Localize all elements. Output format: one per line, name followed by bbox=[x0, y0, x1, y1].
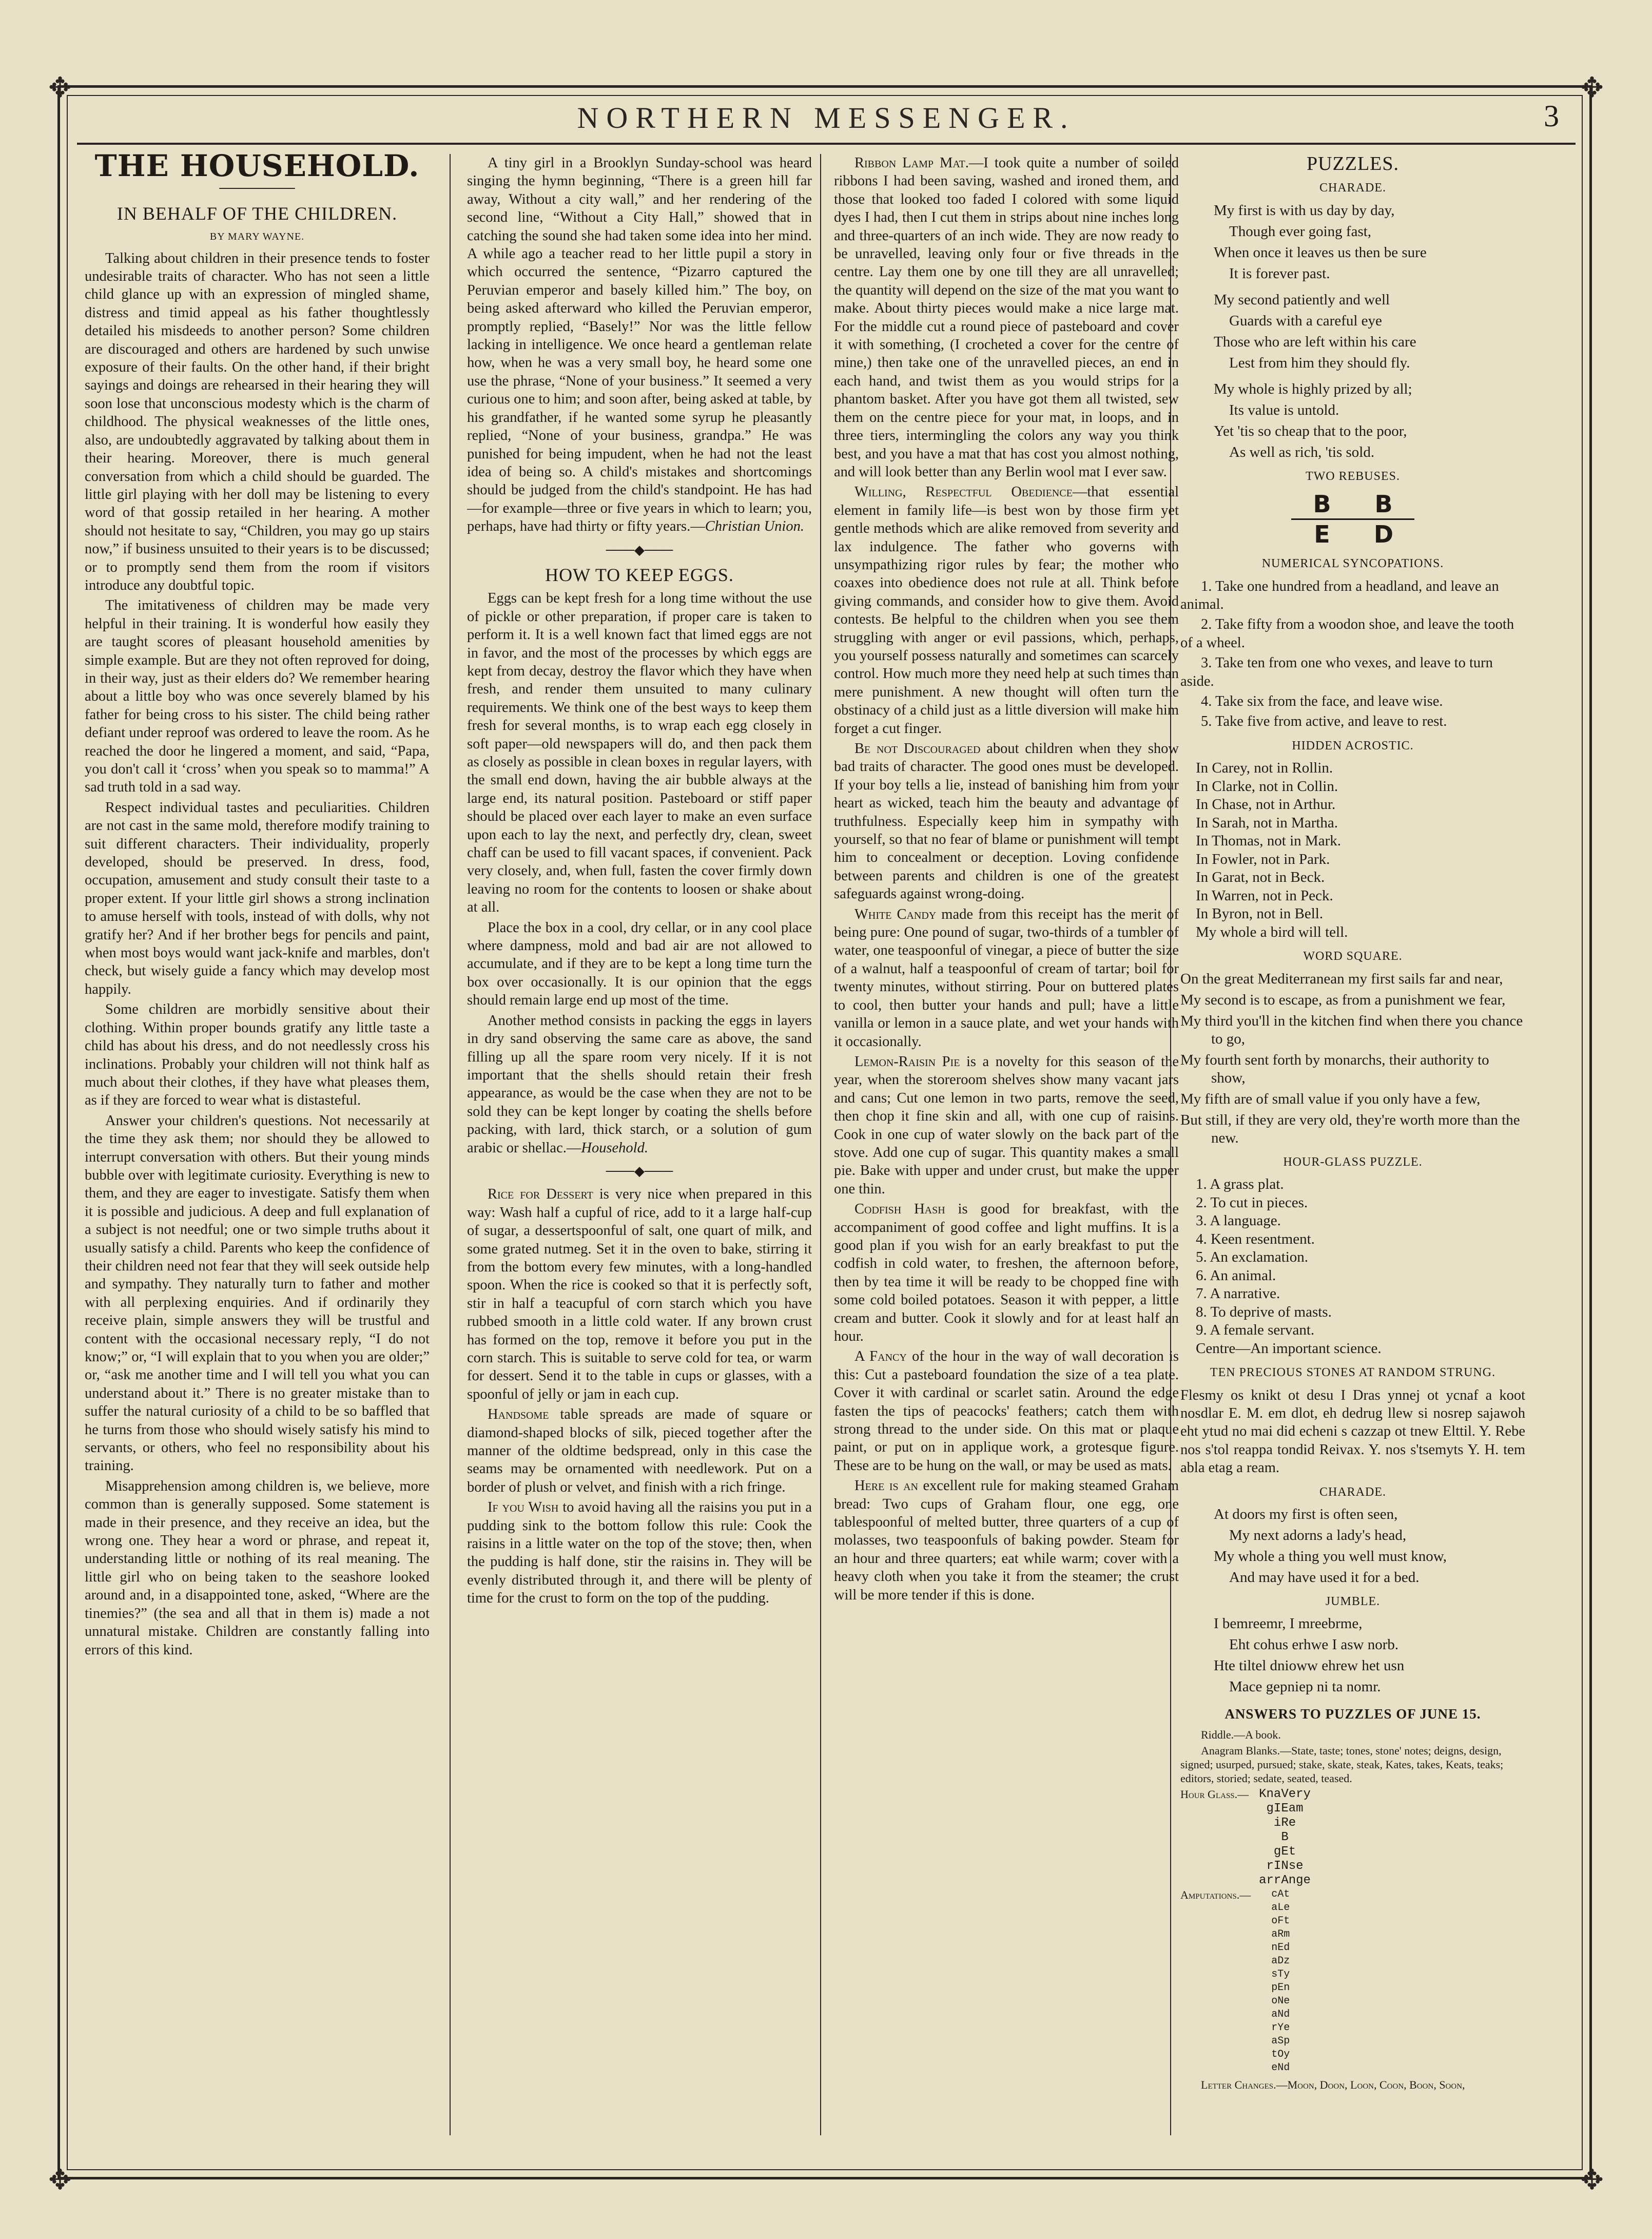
column-household bbox=[85, 154, 430, 2166]
corner-ornament-icon: ✥ bbox=[48, 72, 72, 103]
byline: BY MARY WAYNE. bbox=[209, 231, 305, 243]
column-puzzles bbox=[1180, 154, 1525, 2166]
rebus-letter: D bbox=[1373, 520, 1394, 549]
list-item: In Carey, not in Rollin. bbox=[1196, 760, 1333, 777]
recipe-lead: Be not Discouraged bbox=[854, 741, 981, 757]
answer-item: Anagram Blanks.—State, taste; tones, stone' notes; deigns, design, signed; usurped, pursued; stake, skate, steak, Kates, takes, Keats, teaks; editors, storied; sedate, seated, teased. bbox=[1180, 1744, 1504, 1785]
puzzle-item: 5. Take five from active, and leave to rest. bbox=[1201, 713, 1447, 730]
header-rule bbox=[77, 143, 1576, 145]
recipe-text: table spreads are made of square or diamond-shaped blocks of silk, pieced together after the manner of the oldtime bedspread, only in this case the seams may be ornamented with needlework. Put on a border of plush or velvet, and finish with a rich fringe. bbox=[467, 1406, 812, 1495]
paragraph: Answer your children's questions. Not necessarily at the time they ask them; nor should they be allowed to interrupt conversation with others. But their young minds bubble over with legitimate curiosity. Everything is new to them, and they are eager to investigate. Satisfy them when it is possible and judicious. A deep and full explanation of a subject is not needful; one or two simple truths about it usually satisfy a child. Parents who keep the confidence of their children need not fear that they will seek outside help and sympathy. They naturally turn to father and mother with all perplexing enquiries. And if ordinarily they receive plain, simple answers they will be trustful and content with the occasional necessary reply, “I do not know;” or, “I will explain that to you when you are older;” or, “ask me another time and I will tell you what you can understand about it.” There is no greater mistake than to suffer the natural curiosity of a child to be so baffled that he turns from those who should wisely satisfy his mind to servants, or others, who feel no responsibility about his training. bbox=[85, 1112, 430, 1474]
puzzle-title: TEN PRECIOUS STONES AT RANDOM STRUNG. bbox=[1210, 1366, 1496, 1380]
list-item: In Garat, not in Beck. bbox=[1196, 869, 1325, 886]
puzzle-title: CHARADE. bbox=[1319, 181, 1386, 195]
recipe-text: is a novelty for this season of the year, when the storeroom shelves show many vacant jars and cans; Cut one lemon in two parts, remove the seed, then chop it fine skin and all, with one cup of raisins. Cook in one cup of water slowly on the back part of the stove. Add one cup of sugar. This quantity makes a small pie. Bake with upper and under crust, but make the upper one thin. bbox=[834, 1053, 1179, 1197]
verse-line: Though ever going fast, bbox=[1229, 223, 1372, 240]
paragraph-text: Another method consists in packing the eggs in layers in dry sand observing the same care as above, the sand filling up all the spare room very nicely. If it is not important that the shells should retain their fresh appearance, as would be the case when they are not to be sold they can be kept longer by coating the shells before packing, with lard, thick starch, or a solution of gum arabic or shellac.— bbox=[467, 1012, 812, 1156]
recipe-paragraph bbox=[834, 905, 1179, 1051]
corner-ornament-icon: ✥ bbox=[48, 2165, 72, 2195]
rebus-letter: B bbox=[1374, 490, 1393, 518]
list-item: In Chase, not in Arthur. bbox=[1196, 796, 1336, 813]
puzzle-title: NUMERICAL SYNCOPATIONS. bbox=[1261, 557, 1444, 571]
article-title: IN BEHALF OF THE CHILDREN. bbox=[116, 203, 398, 224]
recipe-text: made from this receipt has the merit of being pure: One pound of sugar, two-thirds of a tumbler of water, one teaspoonful of vinegar, a piece of butter the size of a walnut, half a teaspoonful of cream of tartar; boil for twenty minutes, without stirring. Pour on buttered plates to cool, then butter your hands and pull; have a little vanilla or lemon in a sauce plate, and wet your hands with it occasionally. bbox=[834, 906, 1179, 1050]
answers-title: ANSWERS TO PUZZLES OF JUNE 15. bbox=[1225, 1706, 1481, 1722]
paragraph: Place the box in a cool, dry cellar, or in any cool place where dampness, mold and bad air are not allowed to accumulate, and if they are to be kept a long time turn the box over occasionally. It is our opinion that the eggs should remain large end up most of the time. bbox=[467, 919, 812, 1009]
recipe-paragraph bbox=[467, 1405, 812, 1496]
list-item: In Thomas, not in Mark. bbox=[1196, 833, 1341, 850]
recipe-paragraph bbox=[467, 1185, 812, 1403]
verse-line: Eht cohus erhwe I asw norb. bbox=[1229, 1636, 1399, 1653]
verse-line: Mace gepniep ni ta nomr. bbox=[1229, 1678, 1381, 1695]
verse-line: Yet 'tis so cheap that to the poor, bbox=[1214, 422, 1407, 439]
recipe-paragraph bbox=[834, 1200, 1179, 1345]
list-item: Centre—An important science. bbox=[1196, 1340, 1382, 1357]
puzzle-item: 3. Take ten from one who vexes, and leave to turn aside. bbox=[1180, 655, 1493, 689]
answer-label: Amputations.— bbox=[1180, 1888, 1251, 1901]
verse-line: Those who are left within his care bbox=[1214, 333, 1416, 350]
verse-line: And may have used it for a bed. bbox=[1229, 1569, 1420, 1586]
puzzle-item: 1. Take one hundred from a headland, and leave an animal. bbox=[1180, 578, 1499, 613]
recipe-lead: White Candy bbox=[854, 906, 937, 922]
list-item: In Byron, not in Bell. bbox=[1196, 905, 1324, 922]
answer-item: Riddle.—A book. bbox=[1201, 1728, 1281, 1741]
paragraph bbox=[467, 154, 812, 536]
newspaper-title: NORTHERN MESSENGER. bbox=[577, 101, 1076, 134]
verse-line: My first is with us day by day, bbox=[1214, 202, 1395, 219]
rebus-letter: B bbox=[1313, 490, 1331, 518]
masthead bbox=[77, 98, 1576, 144]
recipe-paragraph bbox=[834, 1477, 1179, 1604]
list-item: In Clarke, not in Collin. bbox=[1196, 778, 1338, 795]
paragraph-text: A tiny girl in a Brooklyn Sunday-school was heard singing the hymn beginning, “There is a green hill far away, Without a city wall,” and her rendering of the second line, “Without a City Hall,” showed that in catching the sound she had taken some idea into her mind. A while ago a teacher read to her little pupil a story in which occurred the sentence, “Pizarro captured the Peruvian emperor and basely killed him.” The boy, on being asked afterward who killed the Peruvian emperor, promptly replied, “Basely!” Nor was the little fellow lacking in intelligence. We once heard a gentleman relate how, when he was a very small boy, he heard some one use the phrase, “None of your business.” It seemed a very curious one to him; and soon after, being asked at table, by his grandfather, if he wanted some syrup he pleasantly replied, “None of your business, grandpa.” He was punished for being impudent, when he had not the least idea of being so. A child's mistakes and shortcomings should be judged from the child's standpoint. He has had—for example—three or five years in which to learn; you, perhaps, have had thirty or fifty years.— bbox=[467, 155, 812, 535]
article-title: HOW TO KEEP EGGS. bbox=[545, 564, 734, 585]
puzzle-item: 4. Take six from the face, and leave wise. bbox=[1201, 693, 1443, 710]
list-item: 6. An animal. bbox=[1196, 1267, 1276, 1284]
verse-line: My fifth are of small value if you only have a few, bbox=[1180, 1090, 1481, 1107]
recipe-paragraph bbox=[834, 483, 1179, 738]
recipe-text: about children when they show bad traits of character. The good ones must be developed. If your boy tells a lie, instead of banishing him from your heart as wicked, teach him the beauty and advantage of truthfulness. Especially keep him in sympathy with yourself, so that no fear of blame or punishment will tempt him to concealment or deception. Loving confidence between parents and children is one of the greatest safeguards against wrong-doing. bbox=[834, 741, 1179, 902]
recipe-text: to avoid having all the raisins you put in a pudding sink to the bottom follow this rule: Cook the raisins in a little water on the top of the stove; then, when the pudding is half done, stir the raisins in. They will be evenly distributed through it, and there will be plenty of time for the crust to form on the top of the pudding. bbox=[467, 1499, 812, 1607]
paragraph: Respect individual tastes and peculiarities. Children are not cast in the same mold, therefore modify training to suit different characters. Their individuality, properly developed, should be preserved. In dress, food, occupation, amusement and study consult their taste to a proper extent. If your little girl shows a strong inclination to amuse herself with tools, instead of with dolls, why not gratify her? And if her brother begs for pencils and paint, when most boys would want jack-knife and marbles, don't check, but wisely guide a fancy which may develop most happily. bbox=[85, 799, 430, 997]
list-item: 1. A grass plat. bbox=[1196, 1176, 1284, 1193]
paragraph bbox=[467, 1012, 812, 1157]
list-item: In Fowler, not in Park. bbox=[1196, 851, 1330, 867]
paragraph: Talking about children in their presence tends to foster undesirable traits of character. Who has not seen a little child glance up with an expression of mingled shame, distress and timid appeal as his father thoughtlessly detailed his misdeeds to another person? Some children are discouraged and others are hardened by such unwise exposure of their faults. On the other hand, if their bright sayings and doings are rehearsed in their hearing they will soon lose that unconscious modesty which is the charm of childhood. The physical weaknesses of the little ones, also, are undoubtedly aggravated by talking about them in their hearing. Moreover, there is much general conversation from which a child should be guarded. The little girl playing with her doll may be listening to every word of that gossip retailed in her hearing. A mother should not hesitate to say, “Children, you may go up stairs now,” if business unsuited to their years is to be discussed; or to promptly send them from the room if visitors introduce any doubtful topic. bbox=[85, 250, 430, 593]
recipe-paragraph bbox=[467, 1498, 812, 1607]
recipe-lead: Willing, Respectful Obedience bbox=[854, 484, 1073, 500]
recipe-text: —I took quite a number of soiled ribbons I had been saving, washed and ironed them, and those that looked too faded I colored with some liquid dyes I had, then I cut them in strips about nine inches long and three-quarters of an inch wide. They are now ready to be unravelled, leaving only four or five threads in the centre. Lay them one by one till they are all unravelled; the quantity will depend on the size of the mat you want to make. About thirty pieces would make a nice large mat. For the middle cut a round piece of pasteboard and cover it with something, (I crocheted a cover for the centre of mine,) then take one of the unravelled pieces, an end in each hand, and twist them as you would strips for a phantom basket. After you have got them all twisted, sew them on the centre piece for your mat, in loops, and in three tiers, intermingling the colors any way you think best, and you have a mat that has cost you almost nothing, and will look better than any Berlin wool mat I ever saw. bbox=[834, 155, 1179, 480]
verse-line: At doors my first is often seen, bbox=[1214, 1505, 1398, 1522]
rebus-letter: E bbox=[1314, 520, 1330, 549]
verse-line: My third you'll in the kitchen find when there you chance to go, bbox=[1180, 1012, 1523, 1047]
verse-line: But still, if they are very old, they're worth more than the new. bbox=[1180, 1111, 1520, 1146]
section-heading: PUZZLES. bbox=[1306, 154, 1400, 175]
recipe-lead: Rice for Dessert bbox=[488, 1186, 593, 1203]
verse-line: My whole is highly prized by all; bbox=[1214, 380, 1412, 397]
list-item: My whole a bird will tell. bbox=[1196, 923, 1348, 940]
list-item: 2. To cut in pieces. bbox=[1196, 1194, 1308, 1211]
verse-line: Hte tiltel dnioww ehrew het usn bbox=[1214, 1657, 1405, 1674]
verse-line: Lest from him they should fly. bbox=[1229, 354, 1410, 371]
verse-line: My second patiently and well bbox=[1214, 291, 1390, 308]
hourglass-list bbox=[1196, 1175, 1525, 1358]
puzzle-title: WORD SQUARE. bbox=[1303, 950, 1403, 963]
verse-line: On the great Mediterranean my first sails far and near, bbox=[1180, 970, 1503, 987]
answer-label: Hour Glass.— bbox=[1180, 1787, 1249, 1801]
paragraph: Misapprehension among children is, we believe, more common than is generally supposed. Some statement is made in their presence, and they receive an idea, but the wrong one. They hear a word or phrase, and repeat it, understanding little or nothing of its real meaning. The little girl who on being taken to the seashore looked around and, in a disappointed tone, asked, “Where are the tinemies?” (the sea and all that in them is) made a not unnatural mistake. Children are constantly falling into errors of this kind. bbox=[85, 1478, 430, 1658]
recipe-text: is good for breakfast, with the accompaniment of good coffee and light muffins. It is a good plan if you wish for an early breakfast to put the codfish in cold water, to freshen, the afternoon before, then by tea time it will be ready to be chopped fine with some cold boiled potatoes. Season it with pepper, a little cream and butter. Cook it slowly and for at least half an hour. bbox=[834, 1201, 1179, 1344]
verse-line: As well as rich, 'tis sold. bbox=[1229, 443, 1375, 460]
puzzle-text: Flesmy os knikt ot desu I Dras ynnej ot ycnaf a koot nosdlar E. M. em dlot, eh dedrug llew si nosrep sajawoh eht ytud no mai did echeni s cazzap ot tnew Elttil. Y. Rebe nos s'tol reappa tondid Reivax. Y. nos s'tsemyts Y. H. tem abla etag a ream. bbox=[1180, 1387, 1525, 1476]
divider-ornament-icon: ───◆─── bbox=[606, 1163, 673, 1179]
recipe-paragraph bbox=[834, 154, 1179, 481]
list-item: In Warren, not in Peck. bbox=[1196, 887, 1333, 904]
verse-line: I bemreemr, I mreebrme, bbox=[1214, 1615, 1363, 1632]
puzzle-item: 2. Take fifty from a woodon shoe, and leave the tooth of a wheel. bbox=[1180, 616, 1514, 651]
recipe-lead: If you Wish bbox=[488, 1499, 559, 1516]
column-eggs bbox=[467, 154, 812, 2166]
list-item: 8. To deprive of masts. bbox=[1196, 1303, 1332, 1320]
recipe-lead: A Fancy bbox=[854, 1348, 907, 1365]
puzzle-title: CHARADE. bbox=[1319, 1485, 1386, 1499]
puzzle-title: HOUR-GLASS PUZZLE. bbox=[1283, 1155, 1423, 1169]
verse-line: My next adorns a lady's head, bbox=[1229, 1527, 1407, 1543]
heading-rule: ──────── bbox=[219, 181, 295, 196]
amputations-answer-grid: cAt aLe oFt aRm nEd aDz sTy pEn oNe aNd rYe aSp tOy eNd bbox=[1271, 1888, 1290, 2074]
divider-ornament-icon: ───◆─── bbox=[606, 542, 673, 557]
recipe-lead: Lemon-Raisin Pie bbox=[854, 1053, 960, 1070]
corner-ornament-icon: ✥ bbox=[1580, 72, 1604, 103]
recipe-text: excellent rule for making steamed Graham bread: Two cups of Graham flour, one egg, one tablespoonful of melted butter, three quarters of a cup of molasses, two teaspoonfuls of baking powder. Steam for an hour and three quarters; eat while warm; cover with a heavy cloth when you take it from the steamer; the crust will be more tender if this is done. bbox=[834, 1478, 1179, 1603]
puzzle-title: HIDDEN ACROSTIC. bbox=[1292, 739, 1414, 752]
verse-line: Its value is untold. bbox=[1229, 401, 1339, 418]
list-item: 9. A female servant. bbox=[1196, 1322, 1315, 1339]
recipe-text: of the hour in the way of wall decoration is this: Cut a pasteboard foundation the size of a tea plate. Cover it with cardinal or scarlet satin. Around the edge fasten the tips of peacocks' feathers; catch them with strong thread to the under side. On this mat or plaque paint, or put on in applique work, a grotesque figure. These are to be hung on the wall, or may be used as mats. bbox=[834, 1348, 1179, 1474]
verse-line: Guards with a careful eye bbox=[1229, 312, 1382, 329]
answer-item: Letter Changes.—Moon, Doon, Loon, Coon, Boon, Soon, bbox=[1201, 2078, 1465, 2091]
list-item: 3. A language. bbox=[1196, 1212, 1281, 1229]
recipe-lead: Here is an bbox=[854, 1478, 919, 1494]
rebus bbox=[1180, 490, 1525, 549]
hourglass-answer bbox=[1180, 1787, 1525, 1888]
attribution: Christian Union. bbox=[705, 518, 804, 535]
verse-line: My fourth sent forth by monarchs, their authority to show, bbox=[1180, 1051, 1489, 1086]
paragraph: The imitativeness of children may be made very helpful in their training. It is wonderful how easily they are taught scores of pleasant household amenities by simple example. But are they not often reproved for doing, in their way, just as their elders do? We remember hearing about a little boy who was once severely blamed by his father for being cross to his sister. The child being rather defiant under reproof was ordered to leave the room. As he reached the door he lingered a moment, and said, “Papa, you don't call it ‘cross’ when you speak so to mamma!” A sad truth told in a sad way. bbox=[85, 597, 430, 796]
paragraph: Eggs can be kept fresh for a long time without the use of pickle or other preparation, if proper care is taken to perform it. It is a well known fact that limed eggs are not in favor, and the most of the processes by which eggs are kept from decay, destroy the flavor which they have when fresh, and render them unsuited to many culinary requirements. We think one of the best ways to keep them fresh for several months, is to wrap each egg closely in soft paper—old newspapers will do, and then pack them as closely as possible in clean boxes in regular layers, with the small end down, having the air bubble always at the large end, its natural position. Pasteboard or stiff paper should be placed over each layer to make an even surface upon each to lay the next, and perfectly dry, clean, sweet chaff can be used to fill vacant spaces, if convenient. Pack very closely, and, when full, fasten the cover firmly down leaving no room for the contents to loosen or shake about at all. bbox=[467, 590, 812, 916]
recipe-paragraph bbox=[834, 1347, 1179, 1475]
acrostic-list bbox=[1196, 759, 1525, 941]
column-divider bbox=[820, 154, 821, 2135]
column-recipes bbox=[834, 154, 1179, 2166]
section-heading: THE HOUSEHOLD. bbox=[94, 154, 420, 183]
recipe-lead: Codfish Hash bbox=[854, 1201, 945, 1218]
verse-line: It is forever past. bbox=[1229, 265, 1330, 282]
verse-line: When once it leaves us then be sure bbox=[1214, 244, 1427, 261]
attribution: Household. bbox=[581, 1140, 648, 1156]
recipe-paragraph bbox=[834, 1053, 1179, 1198]
paragraph: Some children are morbidly sensitive about their clothing. Within proper bounds gratify any little taste a child has about his dress, and do not needlessly cross his inclinations. Probably your children will not think half as much about their clothes, if they have what pleases them, as if they are forced to wear what is distasteful. bbox=[85, 1001, 430, 1109]
verse-line: My whole a thing you well must know, bbox=[1214, 1548, 1447, 1565]
list-item: In Sarah, not in Martha. bbox=[1196, 814, 1338, 831]
puzzle-title: JUMBLE. bbox=[1325, 1594, 1381, 1608]
verse-line: My second is to escape, as from a punishment we fear, bbox=[1180, 991, 1506, 1008]
recipe-lead: Handsome bbox=[488, 1406, 549, 1423]
recipe-text: —that essential element in family life—is best won by those firm yet gentle methods which are alike removed from severity and lax indulgence. The father who governs with unsympathizing rigor rules by fear; the mother who coaxes into obedience does not rule at all. Think before giving commands, and consider how to give them. Avoid contests. Be helpful to the children when you see them struggling with anger or evil passions, which, perhaps, you yourself possess naturally and sometimes can scarcely control. How much more they need help at such times than mere punishment. A new thought will often turn the obstinacy of a child just as a little diversion will make him forget a cut finger. bbox=[834, 484, 1179, 737]
puzzle-title: TWO REBUSES. bbox=[1305, 469, 1400, 483]
amputations-answer bbox=[1180, 1888, 1525, 2075]
recipe-lead: Ribbon Lamp Mat. bbox=[854, 155, 969, 171]
hourglass-answer-grid: KnaVery gIEam iRe B gEt rINse arrAnge bbox=[1259, 1787, 1311, 1887]
page-number: 3 bbox=[1544, 99, 1559, 133]
list-item: 5. An exclamation. bbox=[1196, 1249, 1309, 1266]
list-item: 7. A narrative. bbox=[1196, 1285, 1280, 1302]
column-divider bbox=[450, 154, 451, 2135]
corner-ornament-icon: ✥ bbox=[1580, 2165, 1604, 2195]
recipe-text: is very nice when prepared in this way: Wash half a cupful of rice, add to it a large half-cup of sugar, a dessertspoonful of salt, one quart of milk, and some grated nutmeg. Set it in the oven to bake, stirring it from the bottom every few minutes, with a long-handled spoon. When the rice is cooked so that it is perfectly soft, stir in half a teacupful of corn starch which you have rubbed smooth in a little cold water. If any brown crust has formed on the top, remove it before you put in the corn starch. This is suitable to serve cold for tea, or warm for dessert. Send it to the table in cups or glasses, with a spoonful of jelly or jam in each cup. bbox=[467, 1186, 812, 1402]
list-item: 4. Keen resentment. bbox=[1196, 1230, 1315, 1247]
recipe-paragraph bbox=[834, 740, 1179, 903]
